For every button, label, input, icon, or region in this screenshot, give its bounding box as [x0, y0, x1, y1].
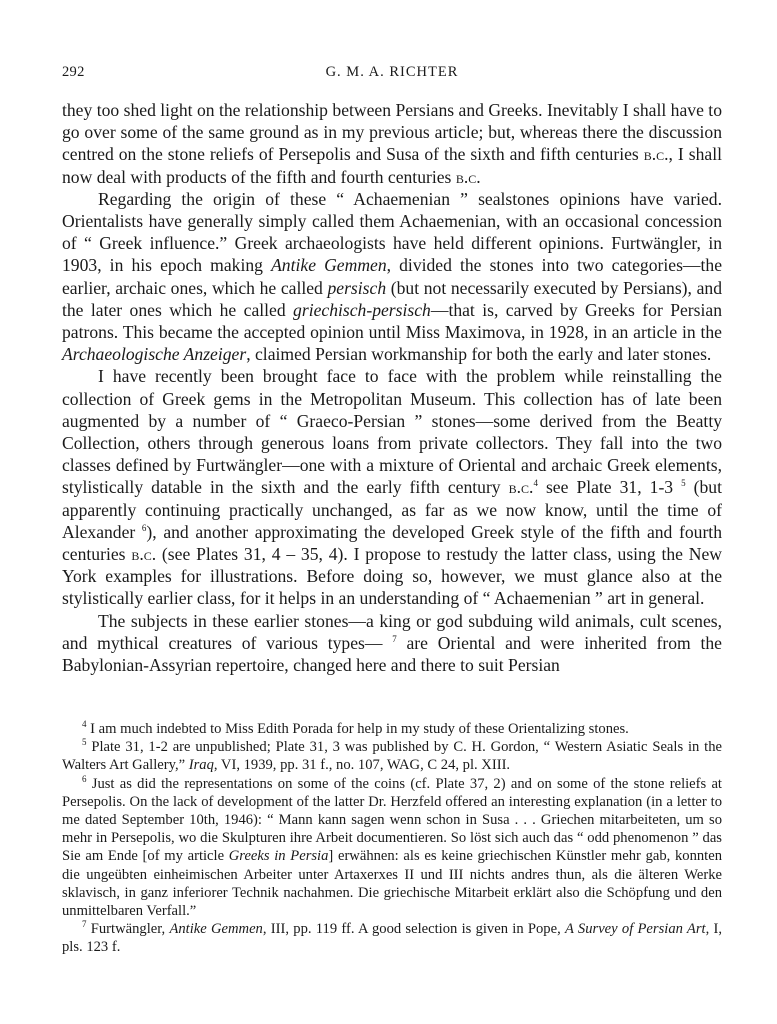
text-run: see Plate 31, 1-3	[537, 477, 682, 498]
footnote-text: ] erwähnen: als es keine griechischen Künstler mehr gab, konnten die ungeübten einheimischen Arbeiter unter Artaxerxes II und III nichts andres thun, als die älteren Werke sklavisch, in ganz inferiorer Technik nachahmen. Die griechische Mitarbeit erklärt also die Schöpfung und den unmittelbaren Verfall.”	[62, 848, 722, 920]
footnote-text: I am much indebted to Miss Edith Porada for help in my study of these Orientalizing stones.	[86, 721, 629, 737]
running-title: G. M. A. RICHTER	[325, 64, 459, 80]
paragraph-3	[62, 365, 722, 609]
text-run: they too shed light on the relationship between Persians and Greeks. Inevitably I shall have to go over some of the same ground as in my previous article; but, whereas there the discussion centred on the stone reliefs of Persepolis and Susa of the sixth and fifth centuries	[62, 100, 722, 165]
footnote-mark: 6	[82, 773, 87, 784]
era-abbrev: b.c.	[131, 544, 157, 565]
italic-title: Greeks in Persia	[228, 848, 329, 865]
footnote-text: Just as did the representations on some of the coins (cf. Plate 37, 2) and on some of the stone reliefs at Persepolis. On the lack of development of the latter Dr. Herzfeld offered an interesting explanation (in a letter to me dated September 10th, 1946): “ Mann kann sagen wenn schon in Susa . . . Griechen mitarbeiteten, um so mehr in Persepolis, wo die Skulpturen ihre Arbeit documentieren. So löst sich auch das “ odd phenomenon ” das Sie am Ende [of my article	[62, 775, 722, 865]
text-run: , I shall now deal with products of the fifth and fourth centuries	[62, 144, 722, 187]
footnote-4	[62, 720, 722, 738]
text-run: (but not necessarily executed by Persians), and the later ones which he called	[62, 277, 722, 320]
text-run: are Oriental and were inherited from the Babylonian-Assyrian repertoire, changed here and there to suit Persian	[62, 632, 722, 676]
text-run: I have recently been brought face to face with the problem while reinstalling the collection of Greek gems in the Metropolitan Museum. This collection has of late been augmented by a number of “ Graeco-Persian ” stones—some derived from the Beatty Collection, others through generous loans from private collectors. They fall into the two classes defined by Furtwängler—one with a mixture of Oriental and archaic Greek elements, stylistically datable in the sixth and the early fifth century	[62, 366, 722, 498]
italic-term: persisch	[327, 277, 387, 298]
footnote-ref[interactable]: 6	[141, 523, 147, 533]
footnote-ref[interactable]: 5	[681, 478, 686, 489]
footnote-mark: 7	[82, 919, 87, 930]
italic-title: Archaeologische Anzeiger	[62, 344, 247, 365]
footnote-6	[62, 775, 722, 921]
text-run: (see Plates 31, 4 – 35, 4). I propose to restudy the latter class, using the New York examples for illustrations. Before doing so, however, we must glance also at the stylistically earlier class, for it helps in an understanding of “ Achaemenian ” art in general.	[62, 544, 722, 609]
footnote-ref[interactable]: 7	[392, 634, 397, 645]
text-run: , divided the stones into two categories—the earlier, archaic ones, which he called	[62, 255, 723, 298]
text-run: —that is, carved by Greeks for Persian patrons. This became the accepted opinion until Miss Maximova, in 1928, in an article in the	[62, 299, 722, 343]
footnote-text: Furtwängler,	[86, 921, 170, 938]
main-text	[62, 99, 722, 676]
footnote-7	[62, 920, 722, 956]
italic-title: Antike Gemmen	[271, 255, 387, 276]
italic-title: Iraq	[188, 757, 214, 774]
footnote-ref[interactable]: 4	[533, 478, 538, 489]
page-number: 292	[62, 64, 85, 80]
era-abbrev: b.c.	[508, 477, 534, 498]
era-abbrev: b.c.	[455, 166, 481, 187]
footnote-text: Plate 31, 1-2 are unpublished; Plate 31, 3 was published by C. H. Gordon, “ Western Asiatic Seals in the Walters Art Gallery,”	[62, 739, 722, 774]
text-run: Regarding the origin of these “ Achaemenian ” sealstones opinions have varied. Orientalists have generally simply called them Achaemenian, with an occasional concession of “ Greek influence.” Greek archaeologists have held different opinions. Furtwängler, in 1903, in his epoch making	[62, 188, 722, 276]
paragraph-2	[62, 188, 722, 366]
paragraph-4	[62, 610, 722, 677]
italic-term: griechisch-persisch	[293, 299, 431, 320]
footnotes	[62, 720, 722, 957]
footnote-text: , VI, 1939, pp. 31 f., no. 107, WAG, C 24, pl. XIII.	[213, 757, 511, 774]
footnote-text: , III, pp. 119 ff. A good selection is given in Pope,	[262, 921, 565, 938]
italic-title: Antike Gemmen	[169, 921, 263, 938]
footnote-mark: 4	[82, 719, 87, 730]
text-run: (but apparently continuing practically unchanged, as far as we now know, until the time of Alexander	[62, 477, 722, 542]
text-run: The subjects in these earlier stones—a king or god subduing wild animals, cult scenes, and mythical creatures of various types—	[62, 610, 722, 653]
page-header	[62, 64, 722, 86]
era-abbrev: b.c.	[643, 144, 669, 165]
text-run: ), and another approximating the developed Greek style of the fifth and fourth centuries	[62, 521, 722, 565]
italic-title: A Survey of Persian Art	[565, 921, 706, 938]
text-run: , claimed Persian workmanship for both the early and later stones.	[246, 344, 712, 365]
paragraph-1	[62, 99, 722, 188]
footnote-5	[62, 738, 722, 774]
footnote-mark: 5	[82, 737, 87, 748]
footnote-text: , I, pls. 123 f.	[62, 921, 723, 956]
